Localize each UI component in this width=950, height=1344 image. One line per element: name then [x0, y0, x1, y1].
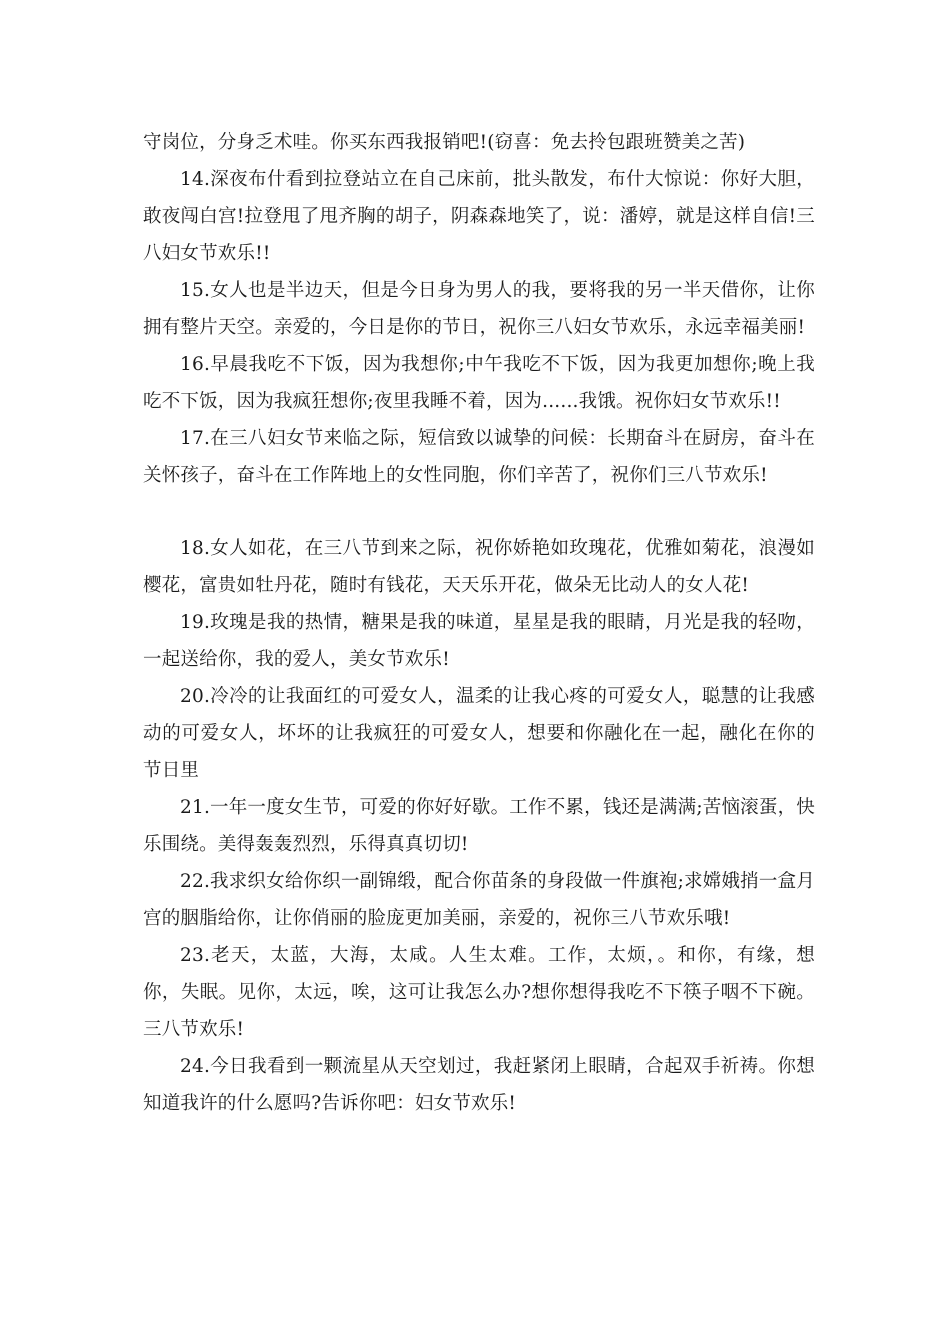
paragraph-24: 24.今日我看到一颗流星从天空划过，我赶紧闭上眼睛，合起双手祈祷。你想知道我许的什么愿吗?告诉你吧：妇女节欢乐!: [143, 1056, 815, 1114]
paragraph-17: 17.在三八妇女节来临之际，短信致以诚挚的问候：长期奋斗在厨房，奋斗在关怀孩子，奋斗在工作阵地上的女性同胞，你们辛苦了，祝你们三八节欢乐!: [143, 428, 815, 486]
paragraph-22: 22.我求织女给你织一副锦缎，配合你苗条的身段做一件旗袍;求嫦娥捎一盒月宫的胭脂给你，让你俏丽的脸庞更加美丽，亲爱的，祝你三八节欢乐哦!: [143, 871, 815, 929]
paragraph-21: 21.一年一度女生节，可爱的你好好歇。工作不累，钱还是满满;苦恼滚蛋，快乐围绕。美得轰轰烈烈，乐得真真切切!: [143, 797, 815, 855]
paragraph-15: 15.女人也是半边天，但是今日身为男人的我，要将我的另一半天借你，让你拥有整片天空。亲爱的，今日是你的节日，祝你三八妇女节欢乐，永远幸福美丽!: [143, 280, 815, 338]
paragraph-19: 19.玫瑰是我的热情，糖果是我的味道，星星是我的眼睛，月光是我的轻吻，一起送给你，我的爱人，美女节欢乐!: [143, 612, 815, 670]
paragraph-13-continued: 守岗位，分身乏术哇。你买东西我报销吧!(窃喜：免去拎包跟班赞美之苦): [143, 132, 746, 153]
paragraph-18: 18.女人如花，在三八节到来之际，祝你娇艳如玫瑰花，优雅如菊花，浪漫如樱花，富贵如牡丹花，随时有钱花，天天乐开花，做朵无比动人的女人花!: [143, 538, 815, 596]
paragraph-14: 14.深夜布什看到拉登站立在自己床前，批头散发，布什大惊说：你好大胆，敢夜闯白宫!拉登甩了甩齐胸的胡子，阴森森地笑了，说：潘婷，就是这样自信!三八妇女节欢乐!!: [143, 169, 815, 264]
paragraph-20: 20.冷冷的让我面红的可爱女人，温柔的让我心疼的可爱女人，聪慧的让我感动的可爱女人，坏坏的让我疯狂的可爱女人，想要和你融化在一起，融化在你的节日里: [143, 686, 815, 781]
paragraph-16: 16.早晨我吃不下饭，因为我想你;中午我吃不下饭，因为我更加想你;晚上我吃不下饭，因为我疯狂想你;夜里我睡不着，因为......我饿。祝你妇女节欢乐!!: [143, 354, 815, 412]
paragraph-23: 23.老天，太蓝，大海，太咸。人生太难。工作，太烦，。和你，有缘，想你，失眠。见你，太远，唉，这可让我怎么办?想你想得我吃不下筷子咽不下碗。三八节欢乐!: [143, 945, 815, 1040]
paragraph-spacer: [143, 494, 815, 530]
document-body: [143, 124, 815, 1122]
